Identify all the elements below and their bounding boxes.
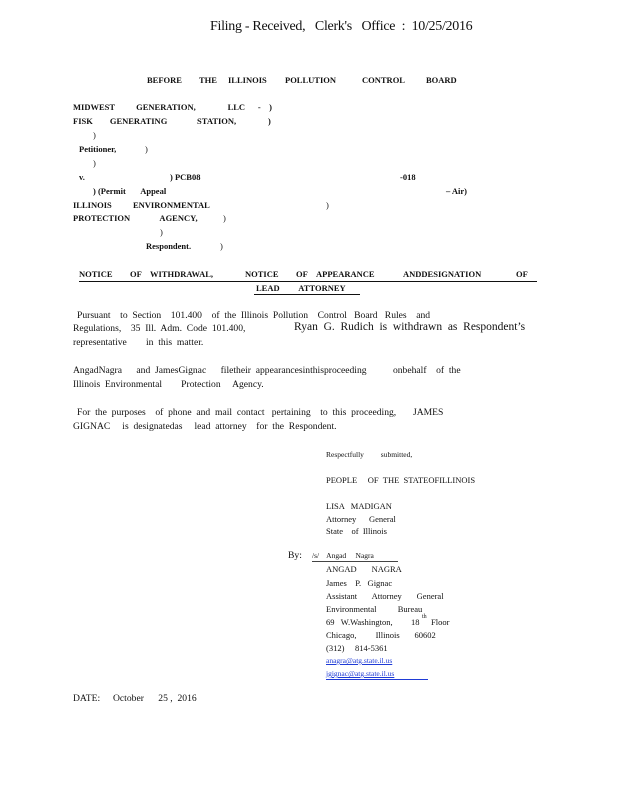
paragraph-designation-line2: GIGNAC is designatedas lead attorney for the Respondent. xyxy=(73,421,337,432)
respondent-label: Respondent. xyxy=(146,241,192,251)
caption-paren: ) xyxy=(145,144,148,154)
phone-number: (312) 814-5361 xyxy=(326,643,388,653)
caption-title-before: BEFORE xyxy=(147,75,182,85)
signature-line xyxy=(312,561,398,562)
caption-paren: ) xyxy=(93,158,96,168)
respectfully-submitted: Respectfully submitted, xyxy=(326,450,413,459)
notice-underline xyxy=(254,294,360,295)
caption-paren: ) xyxy=(93,130,96,140)
paragraph-appearance-line1: AngadNagra and JamesGignac filetheir appearancesinthisproceeding onbehalf of the xyxy=(73,365,461,376)
caption-title-pollution: POLLUTION xyxy=(285,75,337,85)
date-label: DATE: xyxy=(73,693,101,704)
paragraph-withdrawal-line1: Pursuant to Section 101.400 of the Illinois Pollution Control Board Rules and xyxy=(77,310,431,321)
caption-paren: ) xyxy=(220,241,223,251)
caption-paren: ) xyxy=(160,227,163,237)
respondent-name-line2: PROTECTION AGENCY, xyxy=(73,213,198,223)
email-link-nagra[interactable]: anagra@atg.state.il.us xyxy=(326,656,393,665)
by-label: By: xyxy=(288,550,302,561)
notice-heading-word: APPEARANCE xyxy=(316,269,375,279)
floor-superscript: th xyxy=(422,614,427,620)
petitioner-name-line2: FISK GENERATING STATION, ) xyxy=(73,116,271,126)
permit-appeal-label: ) (Permit Appeal xyxy=(93,186,167,196)
paragraph-withdrawal-line3: representative in this matter. xyxy=(73,337,204,348)
petitioner-name-line1: MIDWEST GENERATION, LLC - ) xyxy=(73,102,272,112)
notice-heading-word: WITHDRAWAL, xyxy=(150,269,214,279)
people-of-state: PEOPLE OF THE STATEOFILLINOIS xyxy=(326,475,476,485)
caption-paren: ) xyxy=(326,200,329,210)
air-label: – Air) xyxy=(446,186,468,196)
notice-underline xyxy=(79,281,537,282)
attorney-name-gignac: James P. Gignac xyxy=(326,578,393,588)
email-link-gignac[interactable]: jgignac@atg.state.il.us xyxy=(326,669,395,678)
petitioner-label: Petitioner, xyxy=(79,144,117,154)
caption-title-the: THE xyxy=(199,75,217,85)
attorney-title: Assistant Attorney General xyxy=(326,591,444,601)
address-floor-number: 18 xyxy=(411,617,420,627)
paragraph-designation-line1: For the purposes of phone and mail contact pertaining to this proceeding, JAMES xyxy=(77,407,444,418)
filing-stamp: Filing - Received, Clerk's Office : 10/25/2016 xyxy=(210,19,473,34)
electronic-signature: /s/ Angad Nagra xyxy=(312,551,374,560)
address-city: Chicago, Illinois 60602 xyxy=(326,630,436,640)
caption-versus: v. xyxy=(79,172,85,182)
notice-heading-word: OF xyxy=(516,269,528,279)
attorney-general-title: Attorney General xyxy=(326,514,396,524)
paragraph-withdrawal-line2-name: Ryan G. Rudich is withdrawn as Respondent’s xyxy=(294,321,526,333)
caption-title-illinois: ILLINOIS xyxy=(228,75,267,85)
caption-title-control: CONTROL xyxy=(362,75,405,85)
notice-heading-word: NOTICE xyxy=(245,269,279,279)
caption-title-board: BOARD xyxy=(426,75,457,85)
attorney-general-name: LISA MADIGAN xyxy=(326,501,392,511)
case-number-suffix: -018 xyxy=(400,172,416,182)
notice-heading-word: ANDDESIGNATION xyxy=(403,269,482,279)
notice-heading-word: NOTICE xyxy=(79,269,113,279)
paragraph-withdrawal-line2: Regulations, 35 Ill. Adm. Code 101.400, xyxy=(73,323,246,334)
caption-paren: ) xyxy=(223,213,226,223)
attorney-name-nagra: ANGAD NAGRA xyxy=(326,564,402,574)
notice-heading-line2: LEAD ATTORNEY xyxy=(256,283,346,293)
email-underline xyxy=(326,679,428,680)
paragraph-appearance-line2: Illinois Environmental Protection Agency. xyxy=(73,379,264,390)
address-floor-word: Floor xyxy=(431,617,450,627)
attorney-general-state: State of Illinois xyxy=(326,526,387,536)
address-street: 69 W.Washington, xyxy=(326,617,393,627)
respondent-name-line1: ILLINOIS ENVIRONMENTAL xyxy=(73,200,210,210)
case-number-prefix: ) PCB08 xyxy=(170,172,201,182)
notice-heading-word: OF xyxy=(296,269,308,279)
bureau-name: Environmental Bureau xyxy=(326,604,423,614)
notice-heading-word: OF xyxy=(130,269,142,279)
date-value: October 25 , 2016 xyxy=(113,693,197,704)
